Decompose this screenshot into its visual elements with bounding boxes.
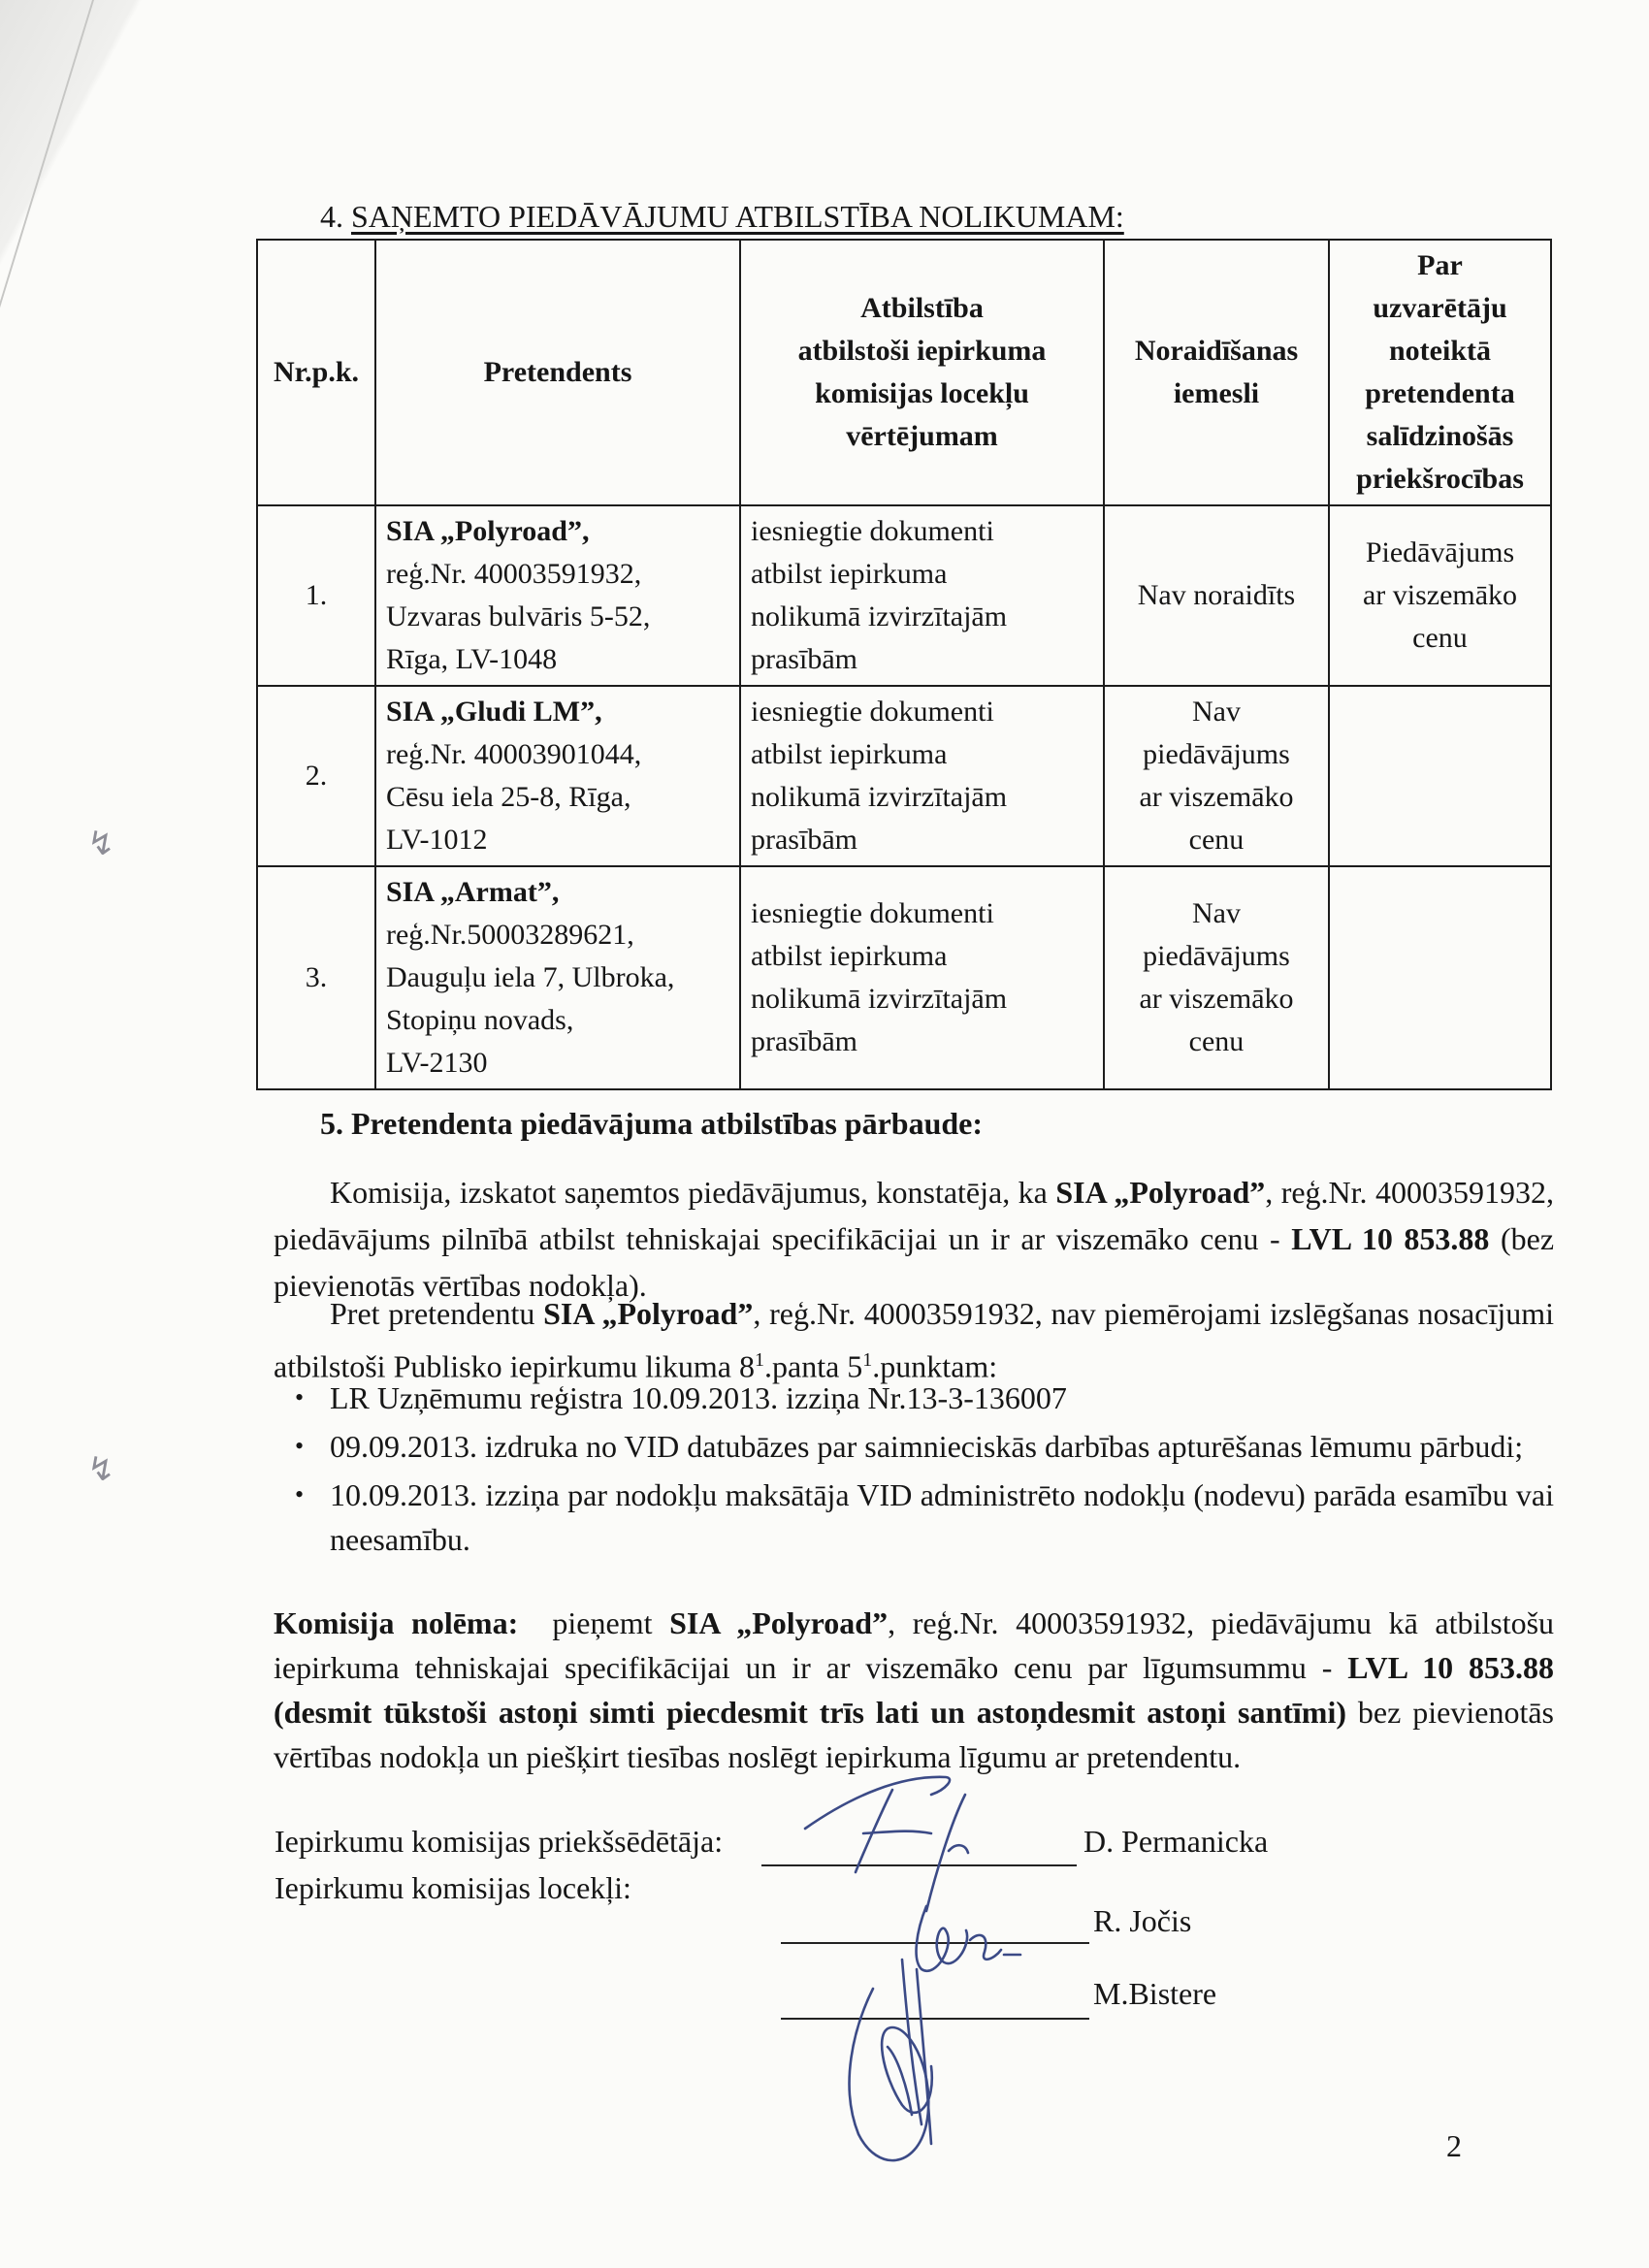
member1-name: R. Jočis (1093, 1903, 1192, 1938)
header-text: vērtējumam (846, 420, 998, 452)
cell-text: cenu (1188, 1025, 1245, 1057)
cell-atbilstiba (740, 505, 1104, 686)
cell-noraidisana (1104, 505, 1329, 686)
header-text: iemesli (1173, 377, 1260, 409)
cell-atbilstiba (740, 686, 1104, 866)
cell-text: cenu (1412, 622, 1468, 654)
table-header-row (257, 240, 1551, 505)
cell-text: nolikumā izvirzītajām (751, 781, 1008, 813)
list-item: • 10.09.2013. izziņa par nodokļu maksātāja VID administrēto nodokļu (nodevu) parāda esamību vai neesamību. (274, 1473, 1554, 1562)
company-name: SIA „Polyroad” (543, 1296, 754, 1331)
header-text: priekšrocības (1356, 463, 1524, 495)
margin-tick-mark: ↯ (87, 825, 115, 863)
cell-prieksrocibas (1329, 866, 1551, 1089)
cell-text: nolikumā izvirzītajām (751, 600, 1008, 632)
company-name: SIA „Polyroad” (1055, 1175, 1266, 1210)
cell-pretendents (375, 686, 740, 866)
cell-text: atbilst iepirkuma (751, 738, 948, 770)
text: Komisija, izskatot saņemtos piedāvājumus, konstatēja, ka (330, 1175, 1056, 1210)
offers-table (256, 239, 1552, 1090)
cell-text: Nav (1192, 696, 1241, 728)
table-row (257, 505, 1551, 686)
member2-name: M.Bistere (1093, 1976, 1217, 2011)
cell-text: LV-2130 (386, 1047, 488, 1079)
superscript: 1 (755, 1349, 764, 1371)
header-text: uzvarētāju (1373, 292, 1507, 324)
header-text: Noraidīšanas (1134, 335, 1299, 367)
column-header (1104, 240, 1329, 505)
section-title: SAŅEMTO PIEDĀVĀJUMU ATBILSTĪBA NOLIKUMAM: (351, 199, 1124, 234)
cell-text: Uzvaras bulvāris 5-52, (386, 600, 651, 632)
scan-shadow (0, 0, 184, 320)
cell-text: reģ.Nr.50003289621, (386, 919, 634, 951)
page-number: 2 (1446, 2128, 1462, 2163)
cell-text: nolikumā izvirzītajām (751, 983, 1008, 1015)
cell-text: ar viszemāko (1139, 781, 1294, 813)
superscript: 1 (862, 1349, 873, 1371)
cell-text: piedāvājums (1143, 738, 1290, 770)
list-item: • LR Uzņēmumu reģistra 10.09.2013. izziņa Nr.13-3-136007 (274, 1376, 1554, 1420)
column-header (1329, 240, 1551, 505)
column-header (375, 240, 740, 505)
cell-text: SIA „Polyroad”, (386, 515, 590, 547)
company-name: SIA „Polyroad” (669, 1605, 889, 1640)
cell-text: reģ.Nr. 40003901044, (386, 738, 642, 770)
cell-text: piedāvājums (1143, 940, 1290, 972)
cell-nr: 1. (257, 505, 375, 686)
text: .panta 5 (764, 1348, 863, 1384)
cell-pretendents (375, 505, 740, 686)
cell-text: cenu (1188, 824, 1245, 856)
cell-text: prasībām (751, 824, 857, 856)
cell-text: SIA „Armat”, (386, 876, 560, 908)
cell-text: Rīga, LV-1048 (386, 643, 558, 675)
cell-nr: 2. (257, 686, 375, 866)
cell-text: Nav (1192, 897, 1241, 929)
cell-prieksrocibas (1329, 686, 1551, 866)
cell-noraidisana (1104, 686, 1329, 866)
cell-nr: 3. (257, 866, 375, 1089)
cell-text: Dauguļu iela 7, Ulbroka, (386, 961, 675, 993)
header-text: noteiktā (1389, 335, 1491, 367)
chair-name: D. Permanicka (1083, 1824, 1269, 1859)
cell-prieksrocibas (1329, 505, 1551, 686)
amount: LVL 10 853.88 (desmit tūkstoši astoņi simti piecdesmit trīs lati un astoņdesmit astoņi santīmi) (274, 1650, 1555, 1730)
header-text: Par (1417, 249, 1463, 281)
header-text: pretendenta (1365, 377, 1515, 409)
margin-tick-mark: ↯ (87, 1450, 115, 1489)
column-header (257, 240, 375, 505)
cell-text: iesniegtie dokumenti (751, 897, 994, 929)
cell-text: ar viszemāko (1362, 579, 1518, 611)
text: , reģ.Nr. 40003591932, piedāvājumu kā atbilstošu iepirkuma tehniskajai specifikācijai un ir ar viszemāko cenu par līgumsummu - (274, 1605, 1555, 1685)
cell-text: Stopiņu novads, (386, 1004, 574, 1036)
table-row (257, 686, 1551, 866)
cell-text: Cēsu iela 25-8, Rīga, (386, 781, 631, 813)
handwritten-signatures (747, 1736, 1096, 2183)
section-title: Pretendenta piedāvājuma atbilstības pārbaude: (351, 1106, 984, 1141)
cell-text: LV-1012 (386, 824, 488, 856)
text: bez pievienotās vērtības nodokļa un piešķirt tiesības noslēgt iepirkuma līgumu ar pretendentu. (274, 1695, 1554, 1774)
header-text: Atbilstība (860, 292, 984, 324)
text: .punktam: (872, 1348, 998, 1384)
header-text: Pretendents (483, 356, 632, 388)
cell-text: atbilst iepirkuma (751, 558, 948, 590)
column-header (740, 240, 1104, 505)
text: (bez pievienotās vērtības nodokļa). (274, 1221, 1555, 1303)
cell-text: prasībām (751, 1025, 857, 1057)
cell-text: atbilst iepirkuma (751, 940, 948, 972)
cell-text: reģ.Nr. 40003591932, (386, 558, 642, 590)
table-body (257, 505, 1551, 1089)
members-label: Iepirkumu komisijas locekļi: (275, 1870, 631, 1905)
decision-label: Komisija nolēma: (274, 1605, 519, 1640)
cell-noraidisana (1104, 866, 1329, 1089)
table-row (257, 866, 1551, 1089)
cell-text: ar viszemāko (1139, 983, 1294, 1015)
paragraph-conformity (274, 1169, 1554, 1309)
cell-text: Nav noraidīts (1137, 579, 1296, 611)
cell-text: prasībām (751, 643, 857, 675)
header-text: atbilstoši iepirkuma (797, 335, 1047, 367)
header-text: komisijas locekļu (815, 377, 1029, 409)
cell-atbilstiba (740, 866, 1104, 1089)
section-number: 4. (320, 199, 343, 234)
cell-text: iesniegtie dokumenti (751, 515, 994, 547)
cell-text: iesniegtie dokumenti (751, 696, 994, 728)
header-text: Nr.p.k. (273, 356, 360, 388)
cell-text: SIA „Gludi LM”, (386, 696, 602, 728)
text: , reģ.Nr. 40003591932, piedāvājums pilnībā atbilst tehniskajai specifikācijai un ir ar viszemāko cenu - (274, 1175, 1555, 1256)
section-4-heading (320, 199, 1124, 235)
section-5-heading (320, 1106, 983, 1142)
text: pieņemt (518, 1605, 670, 1640)
chair-label: Iepirkumu komisijas priekšsēdētāja: (275, 1824, 724, 1859)
amount: LVL 10 853.88 (1291, 1221, 1490, 1256)
text: Pret pretendentu (330, 1296, 544, 1331)
header-text: salīdzinošās (1366, 420, 1514, 452)
section-number: 5. (320, 1106, 343, 1141)
criteria-list (274, 1376, 1554, 1566)
cell-pretendents (375, 866, 740, 1089)
text: , reģ.Nr. 40003591932, nav piemērojami izslēgšanas nosacījumi atbilstoši Publisko iepirkumu likuma 8 (274, 1296, 1555, 1384)
cell-text: Piedāvājums (1365, 536, 1515, 568)
list-item: • 09.09.2013. izdruka no VID datubāzes par saimnieciskās darbības apturēšanas lēmumu pārbudi; (274, 1424, 1554, 1469)
